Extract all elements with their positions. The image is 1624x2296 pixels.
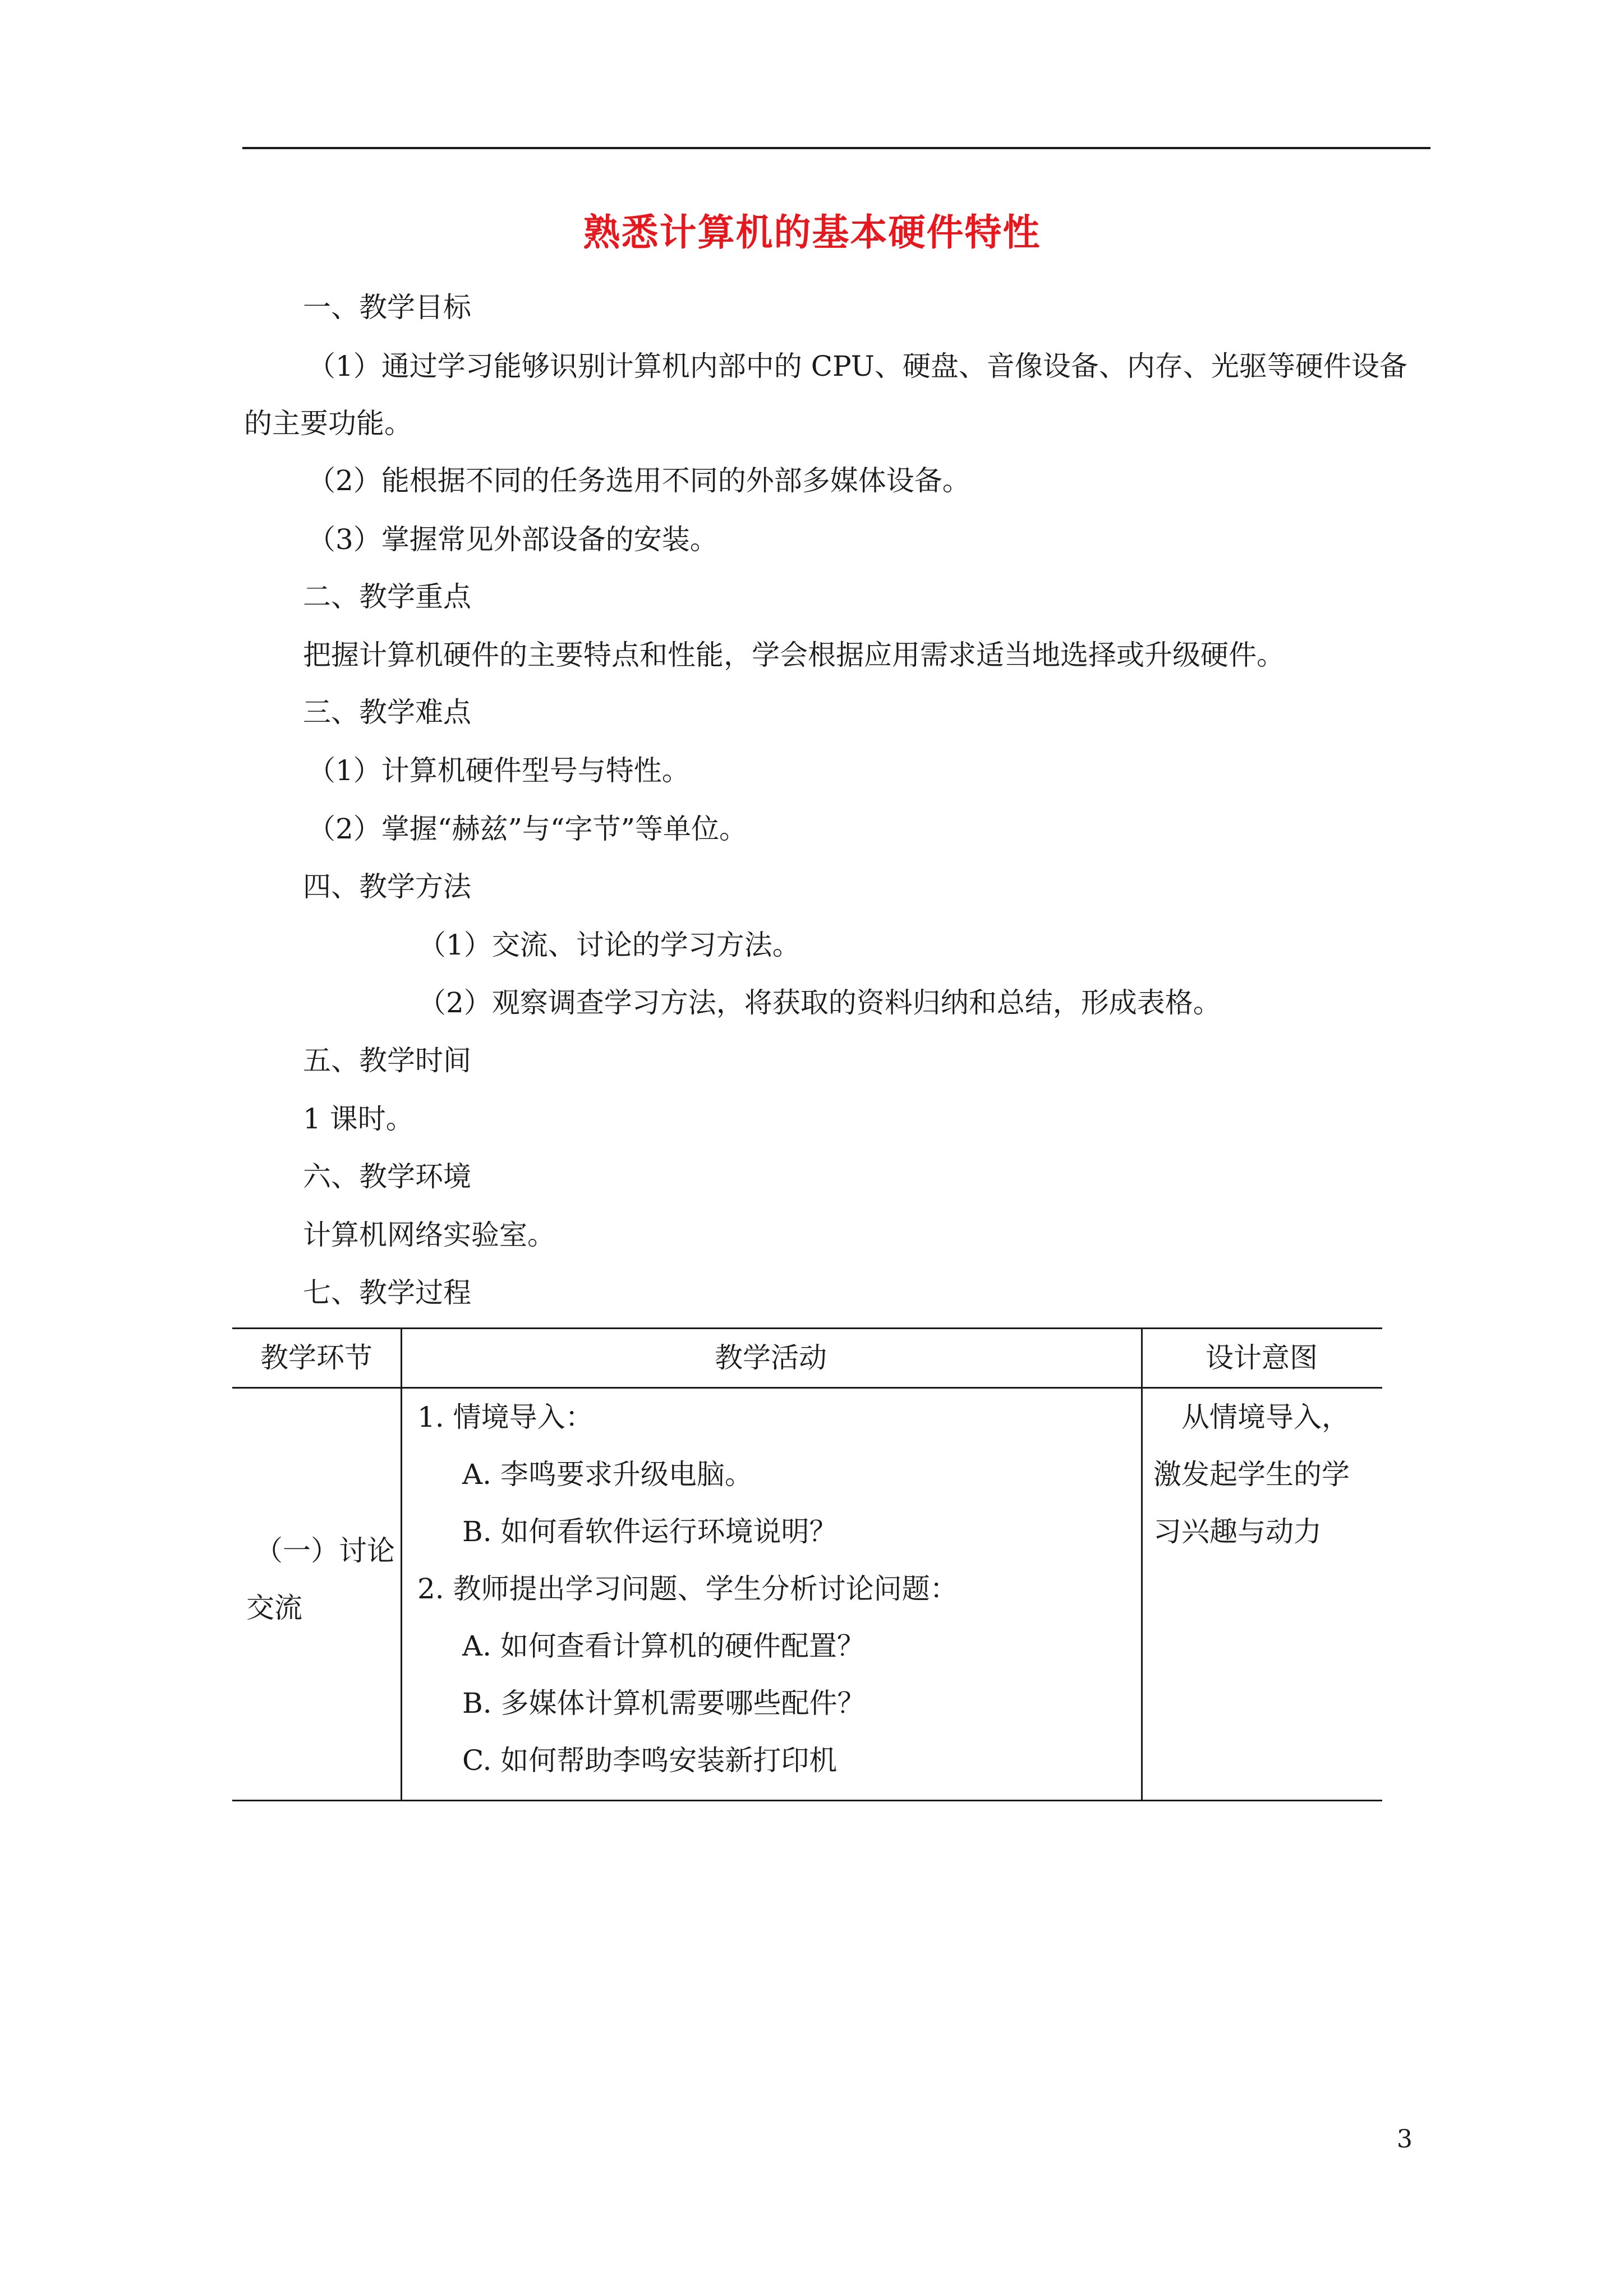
method-1: （1）交流、讨论的学习方法。 [418, 929, 801, 961]
table-header-divider [232, 1387, 1382, 1389]
key-points-text: 把握计算机硬件的主要特点和性能，学会根据应用需求适当地选择或升级硬件。 [303, 639, 1285, 671]
heading-time: 五、教学时间 [303, 1044, 471, 1077]
environment-text: 计算机网络实验室。 [303, 1219, 555, 1251]
heading-environment: 六、教学环境 [303, 1160, 471, 1193]
activity-item: 2. 教师提出学习问题、学生分析讨论问题： [417, 1573, 958, 1605]
difficulty-1: （1）计算机硬件型号与特性。 [307, 754, 690, 787]
time-text: 1 课时。 [303, 1103, 414, 1135]
intent-line: 从情境导入， [1181, 1401, 1350, 1433]
activity-item: C. 如何帮助李鸣安装新打印机 [462, 1744, 838, 1777]
difficulty-2: （2）掌握“赫兹”与“字节”等单位。 [307, 813, 748, 845]
header-intent: 设计意图 [1206, 1341, 1318, 1374]
page-number: 3 [1397, 2125, 1413, 2154]
header-activity: 教学活动 [715, 1341, 827, 1374]
objective-3: （3）掌握常见外部设备的安装。 [307, 523, 718, 556]
activity-item: A. 李鸣要求升级电脑。 [462, 1458, 753, 1491]
heading-key-points: 二、教学重点 [303, 580, 471, 613]
table-bottom-border [232, 1800, 1382, 1801]
heading-objectives: 一、教学目标 [303, 291, 471, 324]
process-table [232, 1327, 1382, 1801]
table-col-divider-2 [1141, 1327, 1143, 1801]
activity-item: A. 如何查看计算机的硬件配置？ [462, 1630, 865, 1662]
stage-label-line1: （一）讨论 [255, 1534, 395, 1567]
method-2: （2）观察调查学习方法，将获取的资料归纳和总结，形成表格。 [418, 986, 1221, 1019]
table-col-divider-1 [401, 1327, 402, 1801]
table-top-border [232, 1327, 1382, 1329]
objective-1-line2: 的主要功能。 [244, 407, 412, 440]
activity-item: 1. 情境导入： [417, 1401, 594, 1433]
intent-line: 激发起学生的学 [1153, 1458, 1350, 1491]
header-stage: 教学环节 [260, 1341, 372, 1374]
activity-item: B. 多媒体计算机需要哪些配件？ [462, 1687, 866, 1719]
heading-methods: 四、教学方法 [303, 870, 471, 903]
intent-line: 习兴趣与动力 [1153, 1515, 1322, 1548]
objective-1-line1: （1）通过学习能够识别计算机内部中的 CPU、硬盘、音像设备、内存、光驱等硬件设备 [307, 350, 1407, 382]
heading-difficulties: 三、教学难点 [303, 696, 471, 729]
page-title: 熟悉计算机的基本硬件特性 [583, 211, 1041, 254]
header-rule [242, 147, 1430, 149]
activity-item: B. 如何看软件运行环境说明？ [462, 1515, 838, 1548]
heading-process: 七、教学过程 [303, 1276, 471, 1309]
objective-2: （2）能根据不同的任务选用不同的外部多媒体设备。 [307, 464, 970, 497]
stage-label-line2: 交流 [246, 1592, 302, 1624]
